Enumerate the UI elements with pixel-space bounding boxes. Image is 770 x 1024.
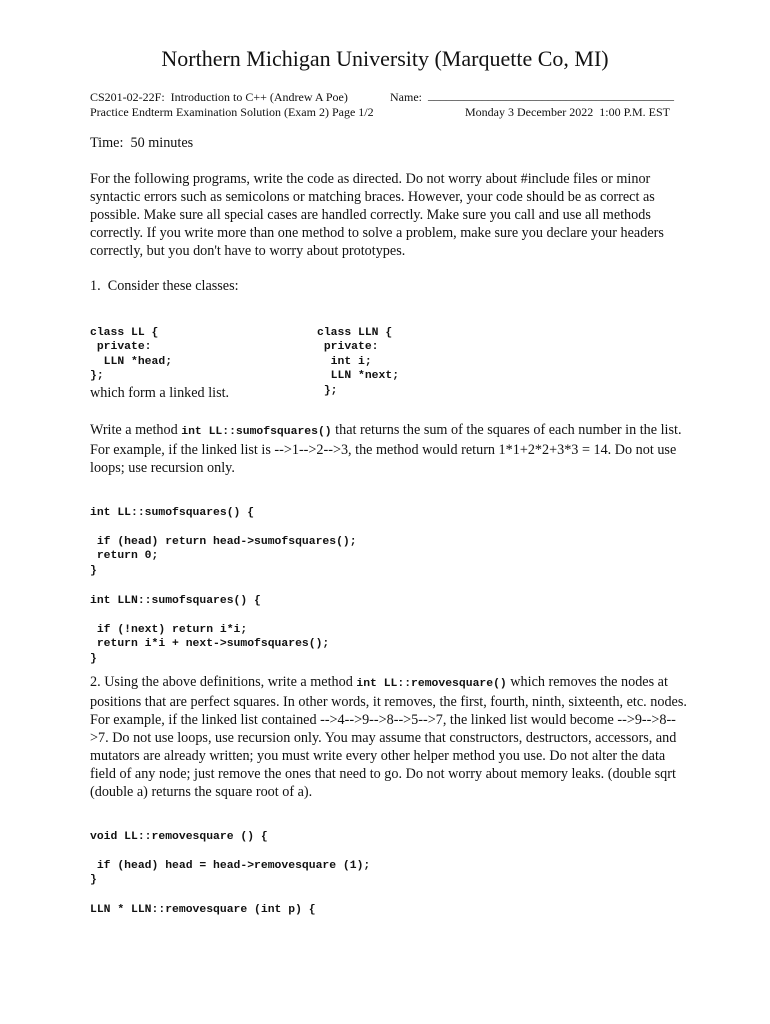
name-line: _________________________________________ — [428, 88, 674, 102]
instructions-paragraph: For the following programs, write the code as directed. Do not worry about #include files or minor syntactic errors such as semicolons or matching braces. However, your code should be as correct as possible. Make sure all special cases are handled correctly. Make sure you call and use all methods correctly. If you write more than one method to solve a problem, make sure you declare your headers correctly, but you don't have to worry about prototypes. — [90, 171, 664, 259]
code-line: int i; — [317, 355, 372, 368]
code-line — [90, 844, 370, 859]
code-line: private: — [90, 341, 152, 354]
code-line: return 0; — [90, 550, 159, 563]
time-limit: Time: 50 minutes — [90, 135, 194, 151]
code-line: class LL { — [90, 326, 159, 339]
code-line: void LL::removesquare () { — [90, 830, 268, 843]
text: Write a method — [90, 422, 182, 438]
code-line: return i*i + next->sumofsquares(); — [90, 638, 330, 651]
code-line: if (head) return head->sumofsquares(); — [90, 535, 357, 548]
question-1-prompt: 1. Consider these classes: — [90, 278, 239, 294]
text: 2. Using the above definitions, write a method — [90, 674, 357, 690]
code-line: } — [90, 564, 97, 577]
text: that returns the sum of the squares of each number in the list. For example, if the linked list is -->1-->2-->3, the method would return 1*1+2*2+3*3 = 14. Do not use loops; use recursion only. — [90, 422, 682, 476]
code-line: int LL::sumofsquares() { — [90, 506, 255, 519]
code-line: LLN * LLN::removesquare (int p) { — [90, 903, 316, 916]
course-line: CS201-02-22F: Introduction to C++ (Andrew A Poe) — [90, 90, 348, 104]
method-signature: int LL::removesquare() — [356, 678, 507, 690]
exam-date: Monday 3 December 2022 1:00 P.M. EST — [465, 105, 670, 119]
code-line: } — [90, 874, 97, 887]
method-signature: int LL::sumofsquares() — [181, 426, 332, 438]
page-title: Northern Michigan University (Marquette Co, MI) — [161, 46, 609, 71]
code-line: if (head) head = head->removesquare (1); — [90, 859, 371, 872]
code-line — [90, 608, 329, 623]
class-lln-code — [317, 311, 399, 413]
code-line: } — [90, 652, 97, 665]
code-line: LLN *head; — [90, 355, 173, 368]
code-line: }; — [90, 370, 104, 383]
linked-list-note: which form a linked list. — [90, 385, 230, 401]
solution-1-ll-code — [90, 491, 357, 593]
code-line: int LLN::sumofsquares() { — [90, 594, 261, 607]
question-1-text — [90, 421, 690, 477]
question-2-text — [90, 673, 690, 801]
solution-2-lln-code — [90, 888, 316, 932]
exam-line: Practice Endterm Examination Solution (Exam 2) Page 1/2 — [90, 105, 374, 119]
code-line: private: — [317, 341, 379, 354]
code-line: if (!next) return i*i; — [90, 623, 248, 636]
code-line: LLN *next; — [317, 370, 400, 383]
solution-1-lln-code — [90, 579, 329, 681]
code-line: }; — [317, 384, 338, 397]
name-label: Name: — [390, 90, 422, 104]
text: which removes the nodes at positions that are perfect squares. In other words, it removes, the first, fourth, ninth, sixteenth, etc. nodes. For example, if the linked list contained -->4-->9-->8-->5-->7, the linked list would become -->9-->8-->7. Do not use loops, use recursion only. You may assume that constructors, destructors, accessors, and mutators are already written; you must write every other helper method you use. Do not alter the data field of any node; just remove the ones that need to go. Do not worry about memory leaks. (double sqrt (double a) returns the square root of a). — [90, 674, 687, 800]
code-line: class LLN { — [317, 326, 393, 339]
code-line — [90, 520, 357, 535]
